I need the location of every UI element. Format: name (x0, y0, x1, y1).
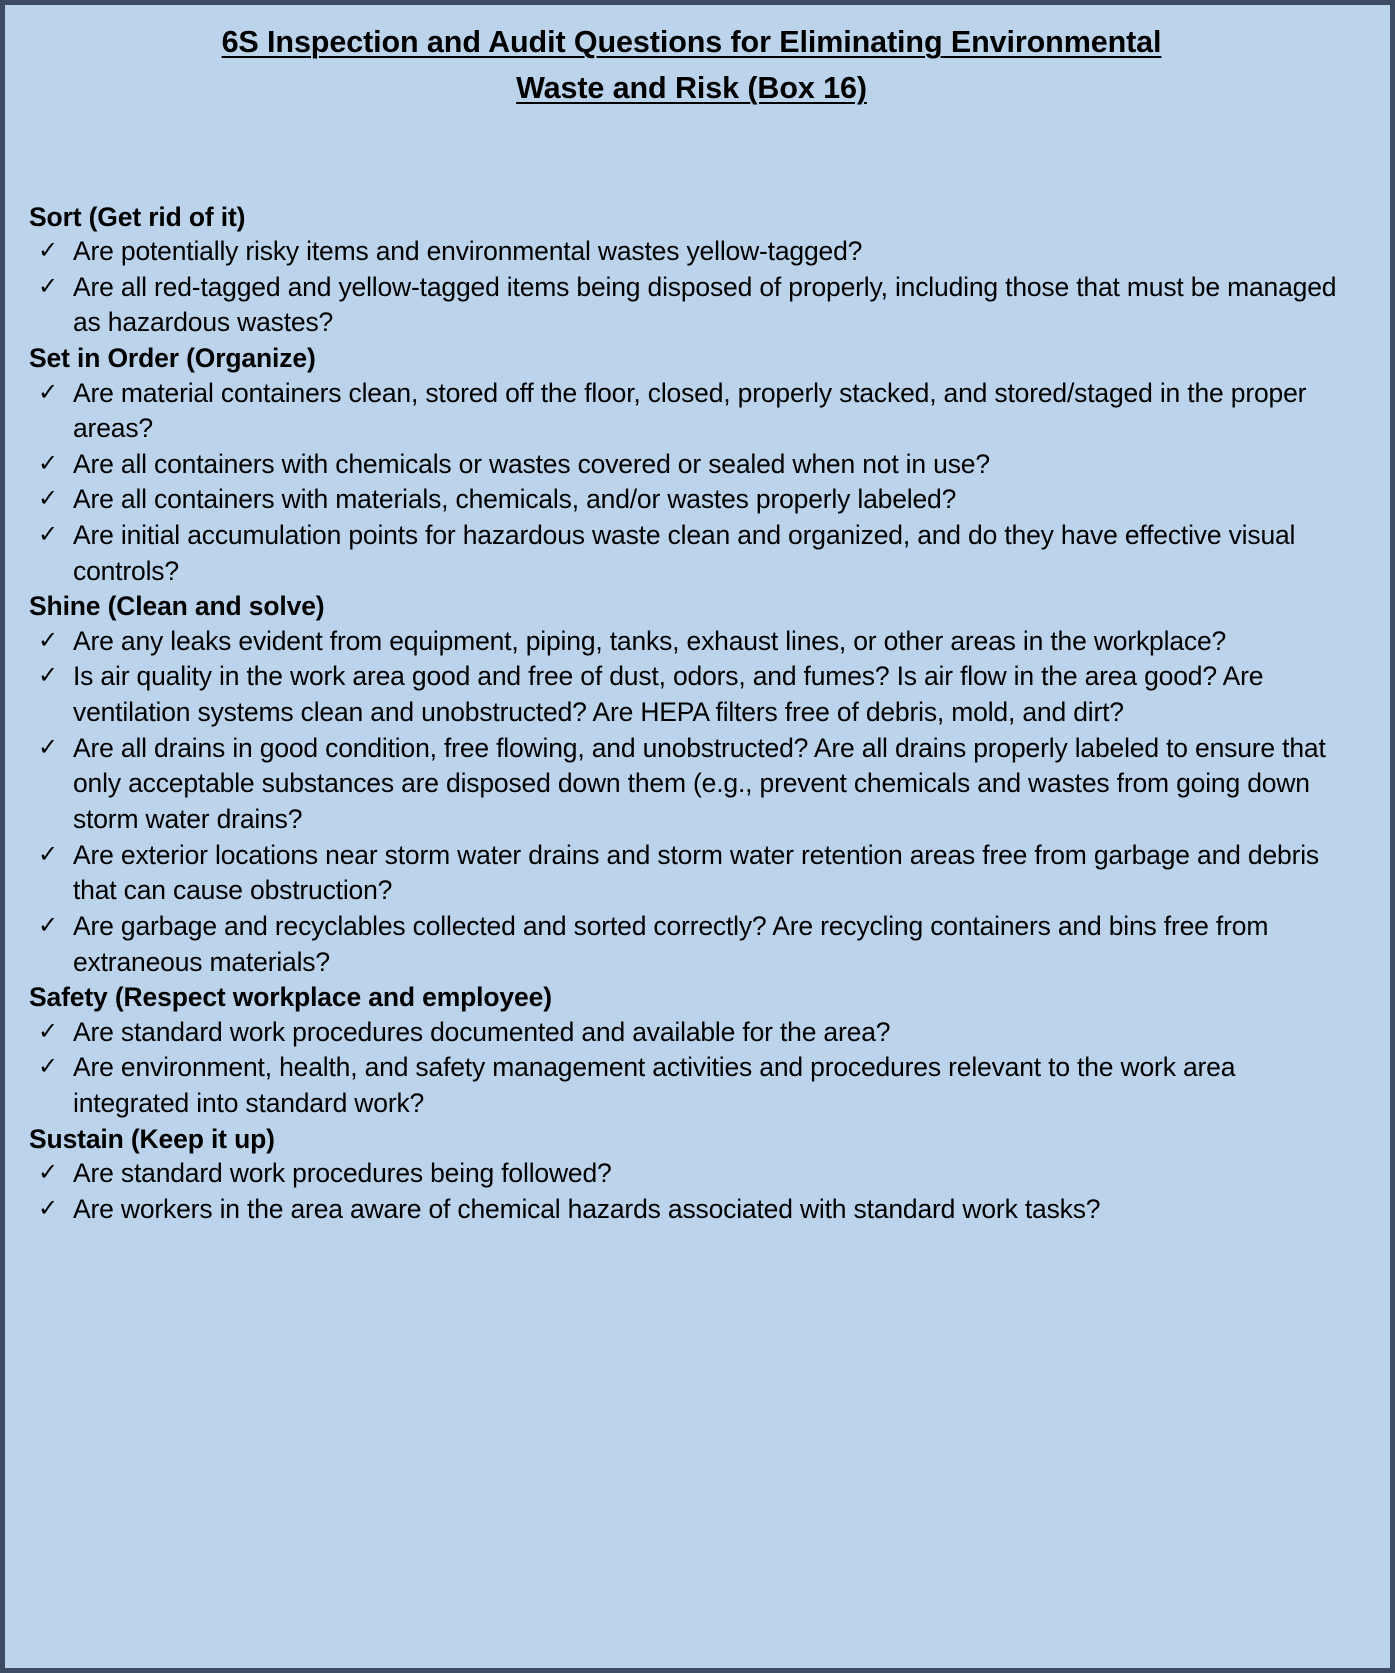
checklist-item-text: Are any leaks evident from equipment, piping, tanks, exhaust lines, or other areas in the workplace? (73, 625, 1227, 656)
checklist-item-text: Are material containers clean, stored off the floor, closed, properly stacked, and stored/staged in the proper areas? (73, 377, 1307, 444)
checklist-section (27, 980, 1356, 1121)
checkmark-icon: ✓ (38, 840, 58, 868)
checklist-items (27, 1015, 1356, 1122)
checklist-sections (27, 200, 1356, 1228)
page-title-line-1: 6S Inspection and Audit Questions for Eliminating Environmental (221, 25, 1162, 59)
checkmark-icon: ✓ (38, 911, 58, 939)
section-heading: Sort (Get rid of it) (29, 201, 246, 232)
checkmark-icon: ✓ (38, 662, 58, 690)
checklist-section (27, 200, 1356, 341)
checkmark-icon: ✓ (38, 1017, 58, 1045)
checklist-items (27, 234, 1356, 341)
checklist-item-text: Are all red-tagged and yellow-tagged items being disposed of properly, including those that must be managed as hazardous wastes? (73, 271, 1337, 338)
checkmark-icon: ✓ (38, 626, 58, 654)
checklist-item-text: Are environment, health, and safety management activities and procedures relevant to the work area integrated into standard work? (73, 1052, 1236, 1118)
checklist-section (27, 589, 1356, 980)
checkmark-icon: ✓ (38, 378, 58, 406)
checklist-section (27, 1122, 1356, 1228)
checklist-item-text: Are potentially risky items and environmental wastes yellow-tagged? (73, 236, 863, 267)
checklist-item-text: Is air quality in the work area good and free of dust, odors, and fumes? Is air flow in the area good? Are ventilation systems clean and unobstructed? Are HEPA filters free of debris, mold, and dirt? (73, 661, 1264, 728)
checkmark-icon: ✓ (38, 1194, 58, 1222)
checklist-item-text: Are standard work procedures being followed? (73, 1158, 612, 1188)
checklist-item[interactable] (27, 1192, 1356, 1228)
checklist-item[interactable] (27, 1156, 1356, 1192)
checklist-items (27, 624, 1356, 980)
checklist-item-text: Are all containers with materials, chemicals, and/or wastes properly labeled? (73, 484, 957, 515)
checklist-item-text: Are standard work procedures documented and available for the area? (73, 1016, 891, 1047)
section-heading: Safety (Respect workplace and employee) (29, 982, 552, 1013)
checklist-item[interactable] (27, 447, 1356, 483)
checklist-items (27, 376, 1356, 590)
checklist-item[interactable] (27, 731, 1356, 838)
checklist-item[interactable] (27, 624, 1356, 660)
section-heading: Shine (Clean and solve) (29, 591, 325, 622)
checkmark-icon: ✓ (38, 449, 58, 477)
checklist-item[interactable] (27, 838, 1356, 909)
section-heading: Set in Order (Organize) (29, 343, 316, 374)
checklist-item[interactable] (27, 482, 1356, 518)
section-heading: Sustain (Keep it up) (29, 1123, 275, 1154)
checklist-item-text: Are initial accumulation points for hazardous waste clean and organized, and do they have effective visual controls? (73, 520, 1296, 586)
checklist-item-text: Are all drains in good condition, free flowing, and unobstructed? Are all drains properly labeled to ensure that only acceptable substances are disposed down them (e.g., prevent chemicals and wastes from going down storm water drains? (73, 732, 1326, 834)
page-title-line-2: Waste and Risk (Box 16) (516, 71, 867, 106)
checkmark-icon: ✓ (38, 272, 58, 300)
checklist-item[interactable] (27, 270, 1356, 341)
checklist-section (27, 341, 1356, 589)
checklist-item[interactable] (27, 518, 1356, 589)
checkmark-icon: ✓ (38, 1159, 58, 1186)
title-spacer (27, 112, 1356, 200)
checklist-item-text: Are exterior locations near storm water drains and storm water retention areas free from garbage and debris that can cause obstruction? (73, 839, 1319, 906)
checkmark-icon: ✓ (38, 733, 58, 761)
checklist-item-text: Are all containers with chemicals or wastes covered or sealed when not in use? (73, 448, 990, 479)
checklist-item[interactable] (27, 659, 1356, 730)
checklist-items (27, 1156, 1356, 1227)
checklist-item-text: Are garbage and recyclables collected and sorted correctly? Are recycling containers and bins free from extraneous materials? (73, 910, 1269, 977)
checklist-item-text: Are workers in the area aware of chemical hazards associated with standard work tasks? (73, 1193, 1101, 1224)
checkmark-icon: ✓ (38, 521, 58, 549)
checkmark-icon: ✓ (38, 485, 58, 513)
checklist-item[interactable] (27, 1015, 1356, 1051)
page-title (27, 19, 1356, 112)
checklist-item[interactable] (27, 376, 1356, 447)
checklist-item[interactable] (27, 234, 1356, 270)
checklist-item[interactable] (27, 1050, 1356, 1121)
checklist-item[interactable] (27, 909, 1356, 980)
checkmark-icon: ✓ (38, 1053, 58, 1081)
checkmark-icon: ✓ (38, 237, 58, 265)
